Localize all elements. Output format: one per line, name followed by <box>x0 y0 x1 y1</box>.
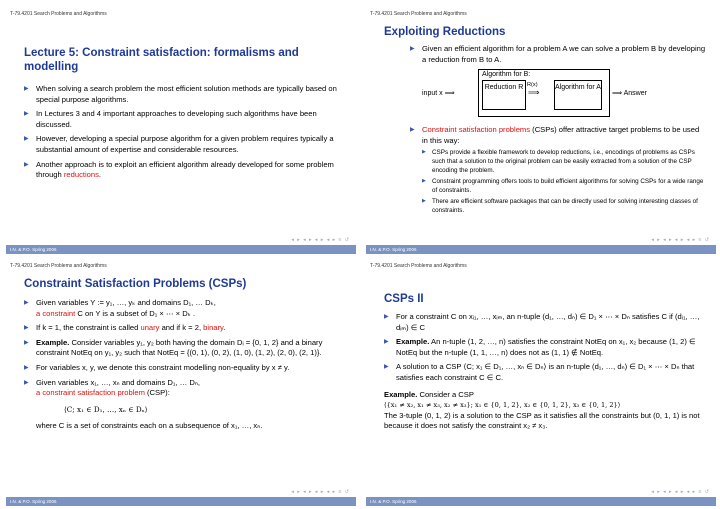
example-paragraph <box>384 390 706 401</box>
reduction-diagram <box>422 67 706 119</box>
slide-body <box>410 44 706 219</box>
bullet-text: Given an efficient algorithm for a problem A we can solve a problem B by developing a reduction from B to A. <box>422 44 706 64</box>
slide-header: T-79.4201 Search Problems and Algorithms <box>366 260 716 272</box>
sub-bullet: ▶ Constraint programming offers tools to build efficient algorithms for solving CSPs for a wide range of constraints. <box>422 177 706 195</box>
bullet: ▶ A solution to a CSP ⟨C; x₁ ∈ D₁, …, xₙ ∈ Dₙ⟩ is an n-tuple (d₁, …, dₙ) ∈ D₁ × ⋯ × Dₙ that satisfies each constraint C ∈ C. <box>384 362 706 383</box>
highlight-csp: Constraint satisfaction problems <box>422 125 531 135</box>
highlight-binary: binary <box>203 323 224 333</box>
bullet: ▶ In Lectures 3 and 4 important approaches to developing such algorithms have been discussed. <box>24 109 342 130</box>
diagram-answer: ⟹ Answer <box>612 90 647 98</box>
slide-exploiting-reductions <box>366 8 716 254</box>
bullet: ▶ For variables x, y, we denote this constraint modelling non-equality by x ≠ y. <box>24 363 346 374</box>
reduction-box: Reduction R <box>482 80 526 110</box>
slide-title: CSPs II <box>384 293 424 305</box>
slide-footer: I.N. & P.O. Spring 2006 <box>366 245 716 254</box>
sub-bullet: ▶ There are efficient software packages that can be directly used for solving interesting classes of constraints. <box>422 197 706 215</box>
bullet <box>410 44 706 119</box>
navigation-symbols[interactable]: ◂ ▸ ◂ ▸ ◂ ▸ ◂ ▸ ≡ ↺ <box>291 489 350 495</box>
slide-body <box>24 84 342 185</box>
highlight-constraint: a constraint <box>36 308 76 318</box>
bullet-text: If k = 1, the constraint is called <box>36 323 141 333</box>
highlight-unary: unary <box>140 323 160 333</box>
bullet-text: and if k = 2, <box>159 323 204 333</box>
navigation-symbols[interactable]: ◂ ▸ ◂ ▸ ◂ ▸ ◂ ▸ ≡ ↺ <box>291 237 350 243</box>
bullet <box>384 337 706 358</box>
bullet-text: Given variables x₁, …, xₙ and domains D₁, … Dₙ, <box>36 377 200 387</box>
bullet-text: . <box>98 170 102 180</box>
bullet <box>24 378 346 399</box>
slide-header: T-79.4201 Search Problems and Algorithms <box>6 260 356 272</box>
diagram-input: input x ⟹ <box>422 90 455 98</box>
slide-footer: I.N. & P.O. Spring 2006 <box>6 497 356 506</box>
csp-formula: ⟨C; x₁ ∈ D₁, …, xₙ ∈ Dₙ⟩ <box>64 404 148 414</box>
bullet-text: (CSPs) offer attractive target problems to be used in this way: <box>422 125 700 145</box>
slide-text: The 3-tuple (0, 1, 2) is a solution to the CSP as it satisfies all the constraints but (0, 1, 1) is not because it does not satisfy the constraint x₂ ≠ x₃. <box>384 410 700 431</box>
slide-text: Consider a CSP <box>417 389 474 399</box>
highlight-reductions: reductions <box>63 170 99 180</box>
slide-text: where C is a set of constraints each on a subsequence of x₁, …, xₙ. <box>36 421 263 431</box>
sub-bullet: ▶ CSPs provide a flexible framework to develop reductions, i.e., encodings of problems as CSPs such that a solution to the original problem can be easily extracted from a solution of the CSP encoding the problem. <box>422 148 706 175</box>
slide-title: Lecture 5: Constraint satisfaction: formalisms and modelling <box>24 47 299 73</box>
slide-footer: I.N. & P.O. Spring 2006 <box>366 497 716 506</box>
bullet-text: Another approach is to exploit an efficient algorithm already developed for some problem through <box>36 159 334 180</box>
example-label: Example. <box>396 337 430 347</box>
slide-csps <box>6 260 356 506</box>
slide-header: T-79.4201 Search Problems and Algorithms <box>366 8 716 20</box>
bullet-text: . <box>223 323 226 333</box>
bullet-text: C on Y is a subset of D₁ × ⋯ × Dₖ . <box>75 308 196 318</box>
bullet: ▶ When solving a search problem the most efficient solution methods are typically based on special purpose algorithms. <box>24 84 342 105</box>
bullet: ▶ For a constraint C on xᵢ₁, …, xᵢₘ, an n-tuple (d₁, …, dₙ) ∈ D₁ × ⋯ × Dₙ satisfies C if (dᵢ₁, …, dᵢₘ) ∈ C <box>384 312 706 333</box>
bullet-text: Consider variables y₁, y₂ both having the domain Dᵢ = {0, 1, 2} and a binary constraint NotEq on y₁, y₂ such that NotEq = {(0, 1), (0, 2), (1, 0), (1, 2), (2, 0), (2, 1)}. <box>36 337 323 358</box>
bullet-text: Given variables Y := y₁, …, yₖ and domains D₁, … Dₖ, <box>36 298 216 307</box>
csp-example-formula: ⟨{x₁ ≠ x₂, x₁ ≠ x₃, x₂ ≠ x₃}; x₁ ∈ {0, 1, 2}, x₂ ∈ {0, 1, 2}, x₃ ∈ {0, 1, 2}⟩ <box>384 401 621 410</box>
diagram-outer-label: Algorithm for B: <box>482 71 531 79</box>
highlight-csp-def: a constraint satisfaction problem <box>36 388 145 398</box>
slide-body <box>24 298 346 432</box>
bullet-text: An n-tuple (1, 2, …, n) satisfies the constraint NotEq on x₁, x₂ because (1, 2) ∈ NotEq but the n-tuple (1, 1, …, n) does not as (1, 1) ∉ NotEq. <box>396 337 696 357</box>
example-label: Example. <box>36 337 70 347</box>
bullet <box>24 323 346 334</box>
diagram-rx: R(x) <box>527 82 538 89</box>
bullet: ▶ However, developing a special purpose algorithm for a given problem requires typically a substantial amount of expertise and considerable resources. <box>24 134 342 155</box>
bullet <box>24 338 346 359</box>
bullet <box>410 125 706 215</box>
navigation-symbols[interactable]: ◂ ▸ ◂ ▸ ◂ ▸ ◂ ▸ ≡ ↺ <box>651 237 710 243</box>
slide-lecture-5 <box>6 8 356 254</box>
slide-title: Constraint Satisfaction Problems (CSPs) <box>24 278 247 290</box>
slide-title: Exploiting Reductions <box>384 26 506 38</box>
slide-footer: I.N. & P.O. Spring 2006 <box>6 245 356 254</box>
slide-body <box>384 312 706 432</box>
bullet <box>24 298 346 319</box>
arrow-icon: ⟹ <box>528 88 540 98</box>
navigation-symbols[interactable]: ◂ ▸ ◂ ▸ ◂ ▸ ◂ ▸ ≡ ↺ <box>651 489 710 495</box>
bullet-text: (CSP): <box>144 388 170 398</box>
example-label: Example. <box>384 389 418 399</box>
slide-csps-ii <box>366 260 716 506</box>
bullet <box>24 160 342 181</box>
algorithm-a-box: Algorithm for A <box>554 80 602 110</box>
slide-header: T-79.4201 Search Problems and Algorithms <box>6 8 356 20</box>
